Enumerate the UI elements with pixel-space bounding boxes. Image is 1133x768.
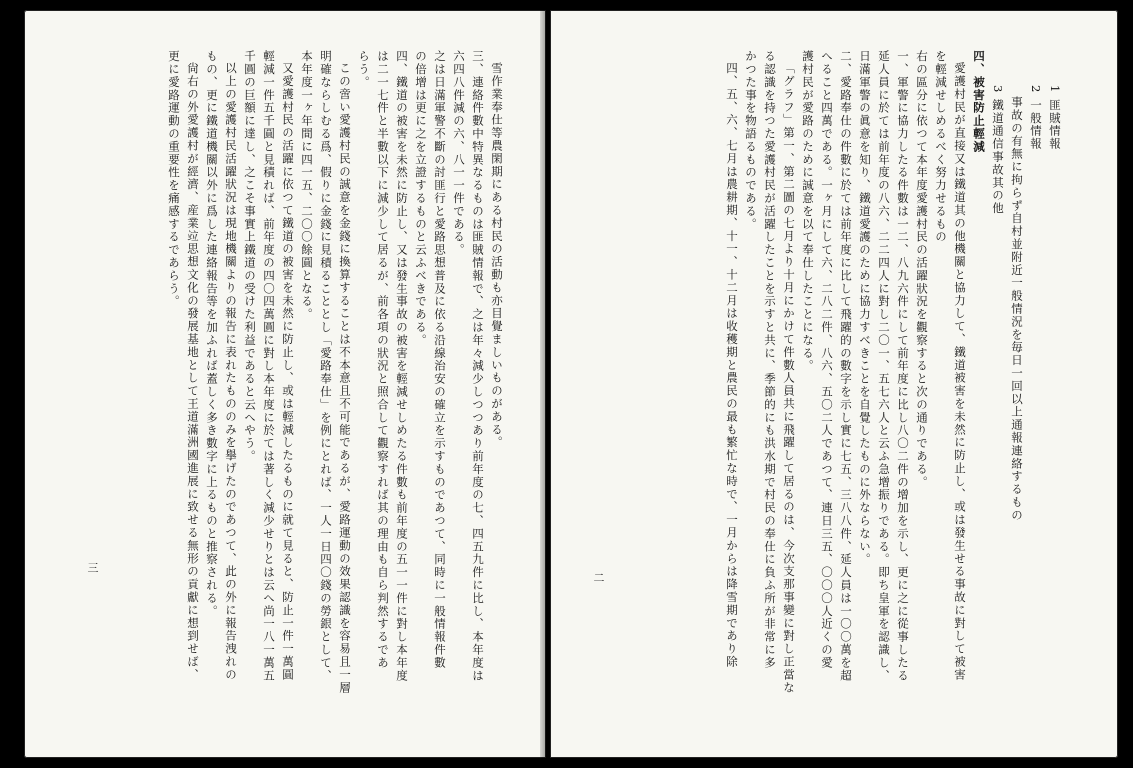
text-line: もの、更に鐵道機關以外に爲した連絡報告等を加ふれば蓋しく多き數字に上るものと推察される。: [205, 50, 219, 618]
right-page-text: [596, 50, 1064, 720]
text-line: 四、鐵道の被害を未然に防止し、又は發生事故の被害を輕減せしめたる件數も前年度の五一一件に對し本年度: [395, 50, 409, 683]
text-line: 三、連絡件數中特異なるものは匪賊情報で、之は年々減少しつつあり前年度の七、四五九件に比し、本年度は: [471, 50, 485, 683]
text-line: 本年度一ヶ年間に四一五、二〇〇餘圓となる。: [300, 50, 314, 321]
page-number: 三: [86, 562, 99, 573]
text-line: 「グラフ」第一、第二圖の七月より十月にかけて件數人員共に飛躍して居るのは、今次支那事變に對し正當な: [782, 61, 796, 694]
left-page-text: [76, 50, 506, 720]
text-line: 之は日滿軍警不斷の討匪行と愛路思想普及に依る沿線治安の確立を示すものであつて、同時に一般情報件數: [433, 50, 447, 670]
text-line: 四、五、六、七月は農耕期、十一、十二月は收穫期と農民の最も繁忙な時で、一月からは降雪期であり除: [725, 61, 739, 668]
text-line: 雪作業奉仕等農閑期にある村民の活動も亦目覺ましいものがある。: [490, 61, 504, 449]
text-line: 愛護村民が直接又は鐵道其の他機關と協力して、鐵道被害を未然に防止し、或は發生せる事故に對して被害: [953, 61, 967, 681]
text-line: へること四萬である。一ヶ月にして六、二八二件、八六、五〇二人であつて、連日三五、〇〇〇人近くの愛: [820, 50, 834, 670]
text-line: の倍增は更に之を立證するものと云ふべきである。: [414, 50, 428, 347]
page-number: 二: [592, 572, 605, 583]
text-line: 日滿軍警の眞意を知り、鐵道愛護のために協力すべきことを自覺したものに外ならない。: [858, 50, 872, 566]
text-line: 千圓の巨額に達し、之こそ事實上鐵道の受けた利益であると云へやう。: [243, 50, 257, 463]
text-line: 2 一般情報: [1029, 84, 1043, 150]
text-line: る認識を持つた愛護村民が活躍したことを示すと共に、季節的にも洪水期で村民の奉仕に負ふ所が非常に多: [763, 50, 777, 670]
text-line: 延人員に於ては前年度の八六、二二四人に對し二〇一、五七六人と云ふ急增振りである。即ち皇軍を認識し、: [877, 50, 891, 683]
text-line: 1 匪賊情報: [1048, 84, 1062, 150]
left-page: [24, 10, 546, 758]
text-line: 又愛護村民の活躍に依つて鐵道の被害を未然に防止し、或は輕減したるものに就て見ると、防止一件一萬圓: [281, 61, 295, 681]
text-line: 一、軍警に協力したる件數は一二、八九六件にして前年度に比し八〇二件の增加を示し、更に之に從事したる: [896, 50, 910, 683]
text-line: 以上の愛護村民活躍狀況は現地機關よりの報告に表れたもののみを擧げたのであつて、此の外に報告洩れの: [224, 61, 238, 681]
text-line: かつた事を物語るものである。: [744, 50, 758, 231]
text-line: 尙右の外愛護村が經濟、産業竝思想文化の發展基地として王道滿洲國進展に致せる無形の貢獻に想到せば、: [186, 61, 200, 681]
text-line: 3 鐵道通信事故其の他: [991, 84, 1005, 215]
right-page: [550, 10, 1118, 758]
section-heading: 四、被害防止輕減: [972, 50, 986, 154]
text-line: 輕減一件五千圓と見積れば、前年度の四〇四萬圓に對し本年度に於ては著しく減少せりとは云へ尚一八一萬五: [262, 50, 276, 683]
text-line: 二、愛路奉仕の件數に於ては前年度に比して飛躍的の數字を示し實に七五、三八八件、延人員は一〇〇萬を超: [839, 50, 853, 683]
text-line: この啻い愛護村民の誠意を金錢に換算することは不本意且不可能であるが、愛路運動の效果認識を容易且一層: [338, 61, 352, 694]
text-line: を輕減せしめるべく努力せるもの: [934, 50, 948, 244]
text-line: 護村民が愛路のために誠意を以て奉仕したことになる。: [801, 50, 815, 373]
text-line: 六四八件減の六、八一一件である。: [452, 50, 466, 257]
text-line: 明確ならしむる爲、假りに金錢に見積ることとし「愛路奉仕」を例にとれば、一人一日四〇錢の勞銀として、: [319, 50, 333, 683]
text-line: 事故の有無に拘らず自村並附近一般情況を毎日一回以上通報連絡するもの: [1010, 96, 1024, 522]
text-line: 右の區分に依つて本年度愛護村民の活躍狀況を觀察すると次の通りである。: [915, 50, 929, 489]
text-line: は二一七件と半數以下に減少して居るが、前各項の狀況と照合して觀察すれば其の理由も自ら判然するであ: [376, 50, 390, 670]
text-line: らう。: [357, 50, 371, 89]
text-line: 更に愛路運動の重要性を痛感するであらう。: [167, 50, 181, 308]
